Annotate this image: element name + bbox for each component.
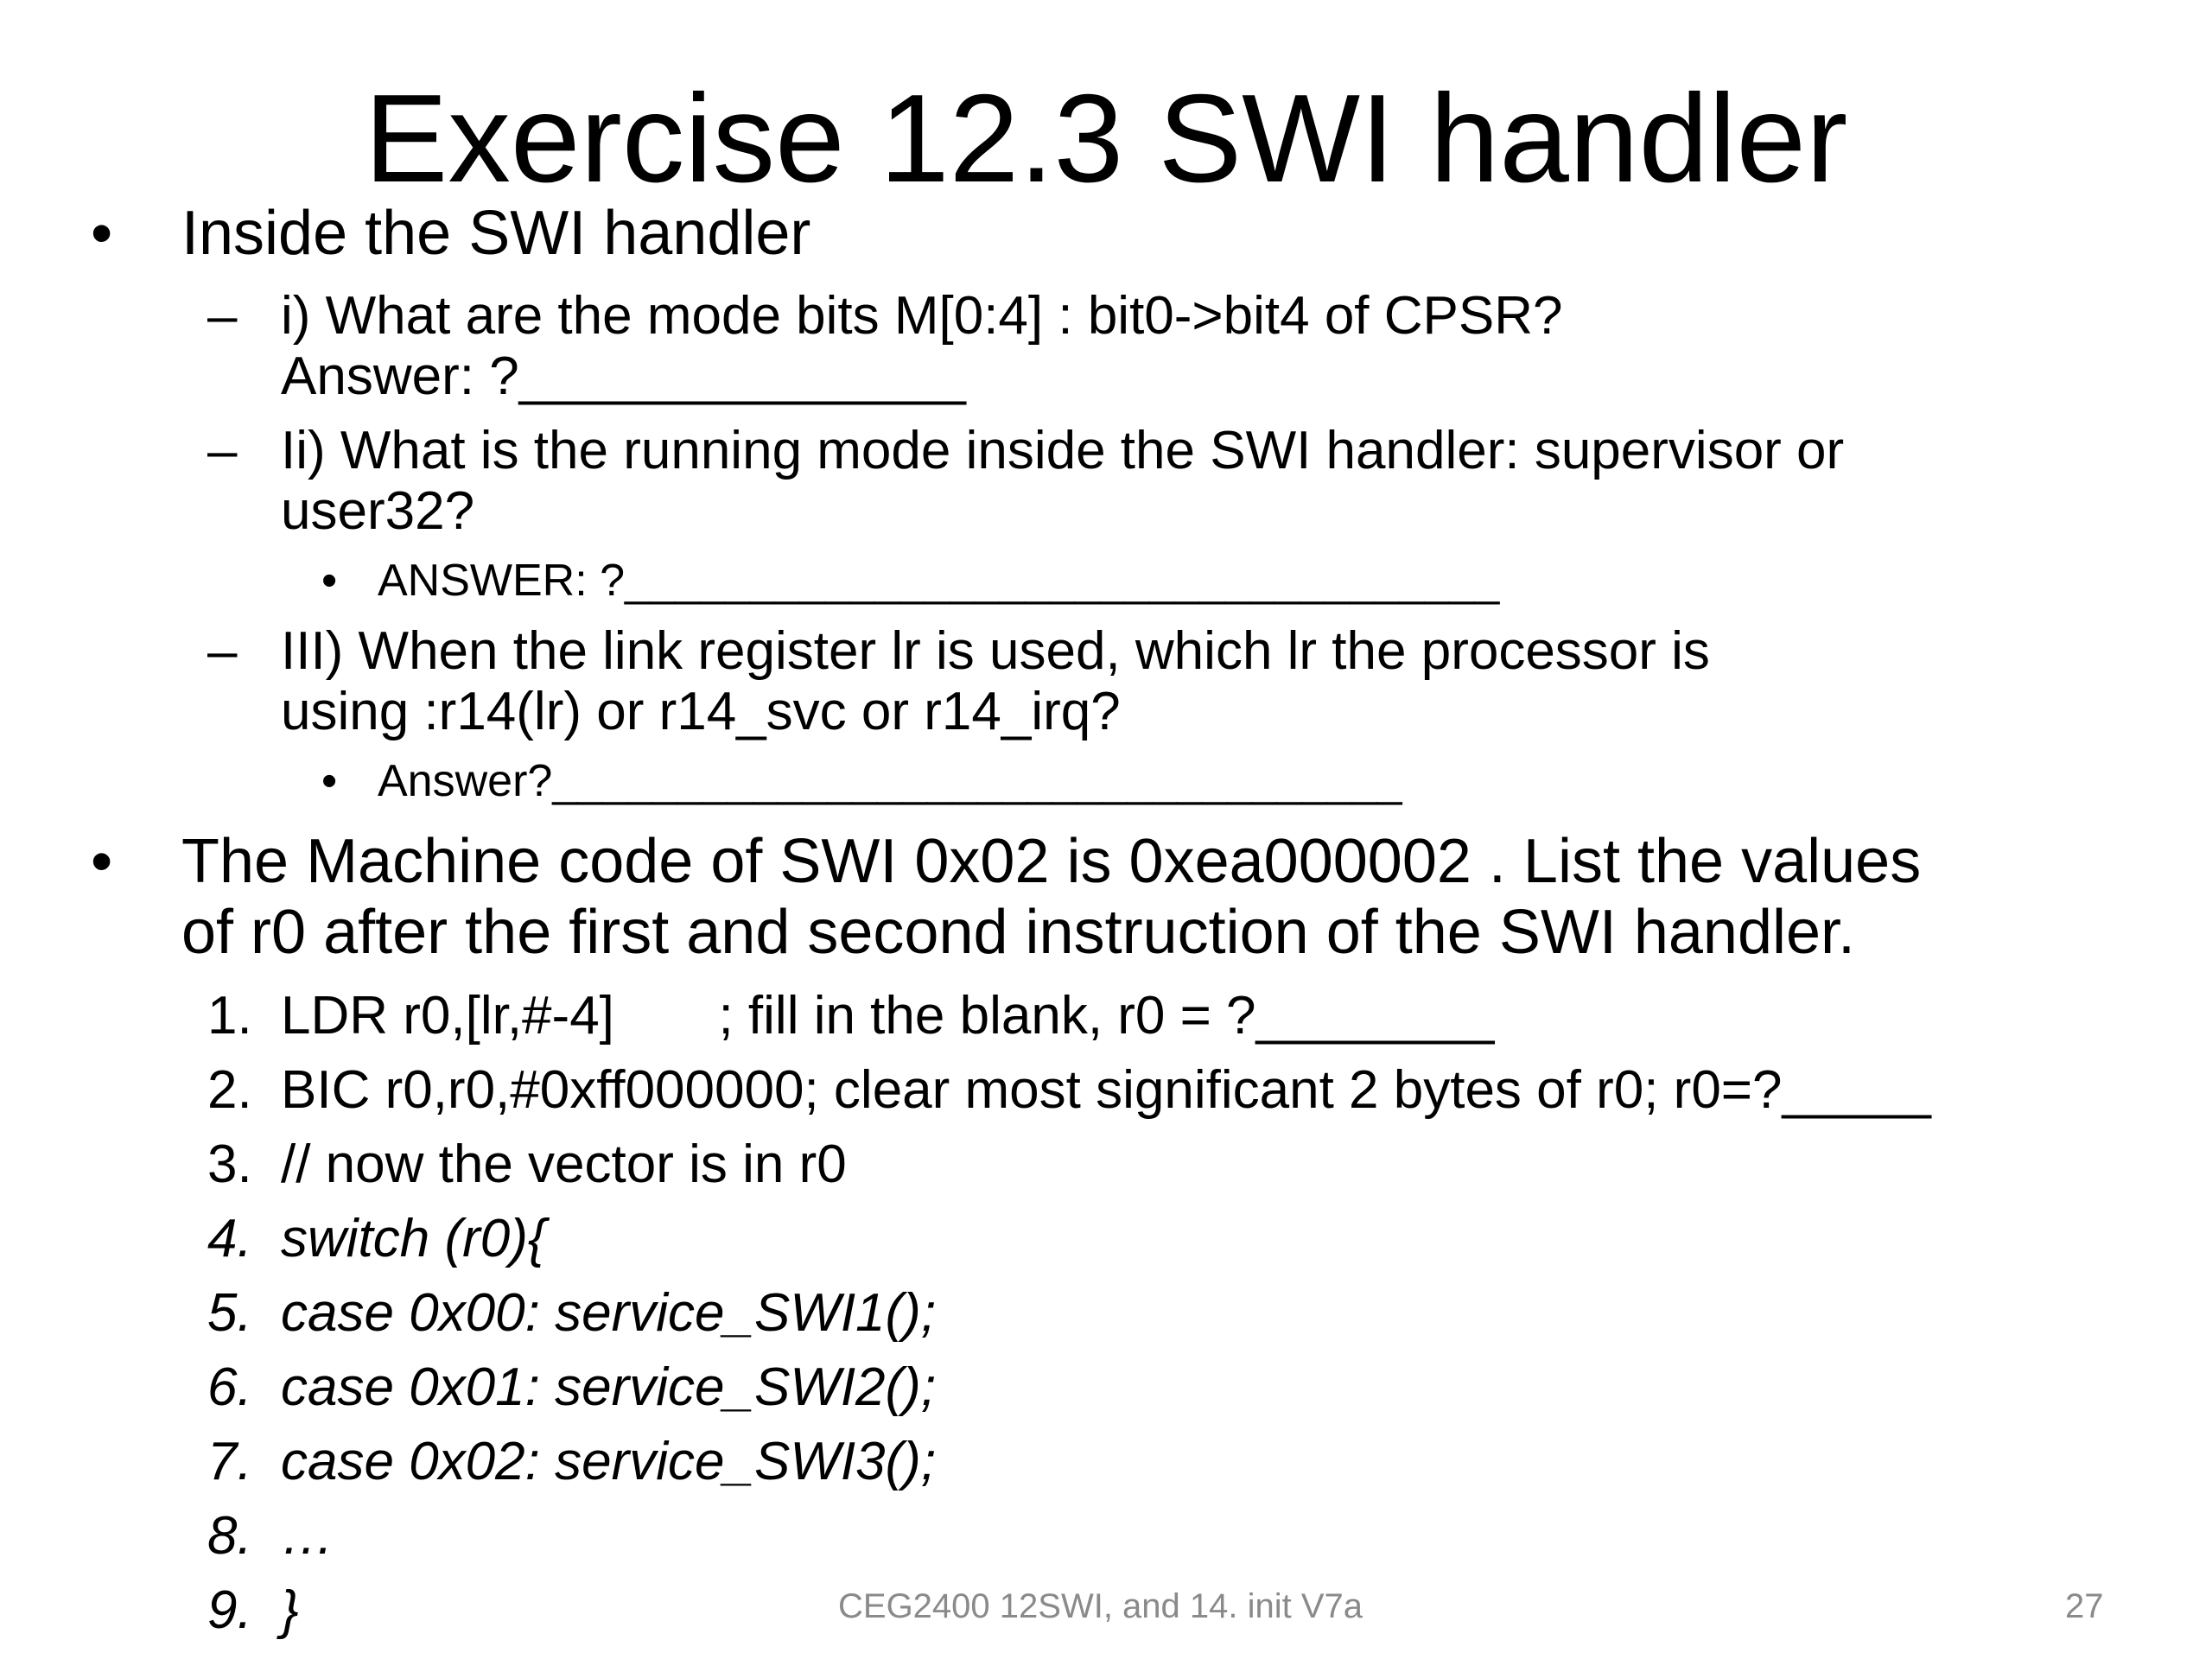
q2-line1: Ii) What is the running mode inside the SWI handler: supervisor or: [281, 421, 1845, 480]
list-item-number: 4.: [207, 1209, 252, 1268]
page-number: 27: [2065, 1587, 2104, 1625]
bullet-1-text: Inside the SWI handler: [181, 199, 811, 268]
q3-line2: using :r14(lr) or r14_svc or r14_irq?: [281, 682, 1121, 741]
dash-q1: –: [207, 286, 238, 346]
q2-line2: user32?: [281, 481, 475, 541]
bullet-1-dot: •: [91, 199, 113, 268]
list-item-text: case 0x02: service_SWI3();: [281, 1432, 937, 1491]
dash-q2: –: [207, 421, 238, 480]
q3-answer: Answer?__________________________________: [378, 756, 1402, 806]
bullet-2-dot: •: [91, 827, 113, 896]
footer-course: CEG2400 12SWI, and 14. init V7a: [838, 1587, 1363, 1625]
list-item-number: 8.: [207, 1506, 252, 1566]
bullet-2-line1: The Machine code of SWI 0x02 is 0xea000002 . List the values: [181, 827, 1922, 896]
bullet-2-line2: of r0 after the first and second instruction of the SWI handler.: [181, 898, 1856, 967]
list-item-text: case 0x01: service_SWI2();: [281, 1357, 937, 1417]
q3-answer-dot: •: [321, 756, 338, 806]
list-item-number: 5.: [207, 1283, 252, 1343]
list-item-text: case 0x00: service_SWI1();: [281, 1283, 937, 1343]
list-item-text: // now the vector is in r0: [281, 1135, 847, 1194]
q1-line1: i) What are the mode bits M[0:4] : bit0->bit4 of CPSR?: [281, 286, 1563, 346]
list-item-number: 7.: [207, 1432, 252, 1491]
list-item-number: 1.: [207, 986, 252, 1046]
slide-title: Exercise 12.3 SWI handler: [364, 68, 1848, 208]
dash-q3: –: [207, 621, 238, 681]
list-item-number: 3.: [207, 1135, 252, 1194]
list-item-text: LDR r0,[lr,#-4] ; fill in the blank, r0 = ?________: [281, 986, 1495, 1046]
list-item-number: 6.: [207, 1357, 252, 1417]
q2-answer: ANSWER: ?___________________________________: [378, 556, 1500, 606]
list-item-number: 9.: [207, 1580, 252, 1640]
list-item-text: }: [281, 1580, 299, 1640]
q3-line1: III) When the link register lr is used, which lr the processor is: [281, 621, 1710, 681]
list-item-text: switch (r0){: [281, 1209, 546, 1268]
q1-line2: Answer: ?_______________: [281, 346, 966, 406]
list-item-text: …: [281, 1506, 334, 1566]
list-item-text: BIC r0,r0,#0xff000000; clear most significant 2 bytes of r0; r0=?_____: [281, 1060, 1931, 1120]
list-item-number: 2.: [207, 1060, 252, 1120]
q2-answer-dot: •: [321, 556, 338, 606]
